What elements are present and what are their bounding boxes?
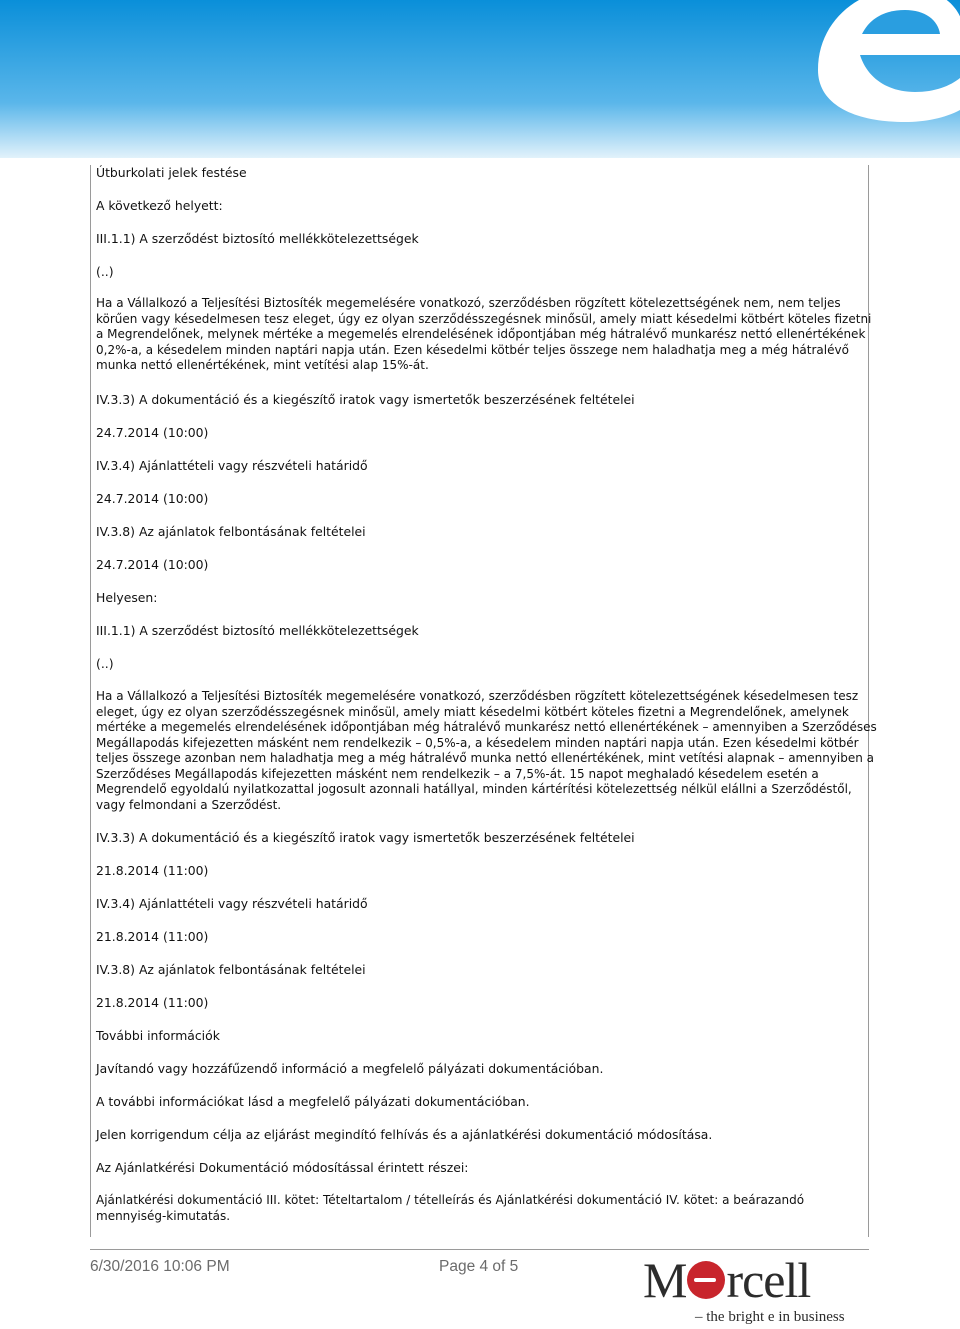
paragraph-line: eleget, úgy ez olyan szerződésszegésnek minősül, amely miatt késedelmi kötbért köteles fizetni a Megrendelőnek, amelynek [96,704,849,719]
old-text-label: A következő helyett: [96,198,223,213]
footer-timestamp: 6/30/2016 10:06 PM [90,1258,230,1275]
old-section-title: III.1.1) A szerződést biztosító mellékkötelezettségek [96,231,419,246]
info-line-2: A további információkat lásd a megfelelő pályázati dokumentációban. [96,1094,530,1109]
info-line-5 [96,1193,866,1224]
footer-divider [90,1249,869,1250]
old-s333-title: IV.3.3) A dokumentáció és a kiegészítő iratok vagy ismertetők beszerzésének feltételei [96,392,635,407]
info-line-3: Jelen korrigendum célja az eljárást megindító felhívás és a ajánlatkérési dokumentáció módosítása. [96,1127,713,1142]
new-s333-date: 21.8.2014 (11:00) [96,863,209,878]
paragraph-line: Ajánlatkérési dokumentáció III. kötet: Tételtartalom / tételleírás és Ajánlatkérési dokumentáció IV. kötet: a beárazandó [96,1193,805,1207]
new-s338-title: IV.3.8) Az ajánlatok felbontásának feltételei [96,962,366,977]
paragraph-line: mértéke a megemelés elrendelésének időpontjában még hátralévő munkarész nettó ellenértékének – amennyiben a Szerződéses [96,720,877,734]
paragraph-line: Ha a Vállalkozó a Teljesítési Biztosíték megemelésére vonatkozó, szerződésben rögzített kötelezettségének nem, nem teljes [96,296,841,310]
paragraph-line: Ha a Vállalkozó a Teljesítési Biztosíték megemelésére vonatkozó, szerződésben rögzített kötelezettségének késedelmesen tesz [96,689,859,703]
paragraph-line: a Megrendelőnek, melynek mértéke a megemelés elrendelésének időpontjában még hátralévő munkarész nettó ellenértékének [96,327,866,341]
logo-wordmark [643,1252,810,1308]
info-line-1: Javítandó vagy hozzáfűzendő információ a megfelelő pályázati dokumentációban. [96,1061,604,1076]
old-s338-date: 24.7.2014 (10:00) [96,557,209,572]
old-ellipsis: (..) [96,264,114,279]
new-s334-title: IV.3.4) Ajánlattételi vagy részvételi határidő [96,896,368,911]
old-s334-date: 24.7.2014 (10:00) [96,491,209,506]
logo-letters-rcell: rcell [726,1252,811,1308]
paragraph-line: mennyiség-kimutatás. [96,1208,231,1223]
paragraph-line: Megrendelő egyoldalú nyilatkozattal jogosult azonnali hatállyal, minden kártérítési kötelezettség nélkül elállni a Szerződéstől, [96,782,852,796]
new-ellipsis: (..) [96,656,114,671]
section-heading: Útburkolati jelek festése [96,165,247,180]
further-info-heading: További információk [96,1028,220,1043]
new-s334-date: 21.8.2014 (11:00) [96,929,209,944]
paragraph-line: munka nettó ellenértékének, mint vetítési alap 15%-át. [96,358,429,372]
old-s333-date: 24.7.2014 (10:00) [96,425,209,440]
paragraph-line: 0,2%-a, a késedelem minden naptári napja után. Ezen késedelmi kötbér teljes összege nem haladhatja meg a még hátralévő [96,342,849,357]
old-s334-title: IV.3.4) Ajánlattételi vagy részvételi határidő [96,458,368,473]
paragraph-line: körűen vagy késedelmesen tesz eleget, úgy ez olyan szerződésszegésnek minősül, amely miatt késedelmi kötbért köteles fizetni [96,311,872,326]
info-line-4: Az Ajánlatkérési Dokumentáció módosítással érintett részei: [96,1160,469,1175]
old-s338-title: IV.3.8) Az ajánlatok felbontásának feltételei [96,524,366,539]
new-s333-title: IV.3.3) A dokumentáció és a kiegészítő iratok vagy ismertetők beszerzésének feltételei [96,830,635,845]
new-section-title: III.1.1) A szerződést biztosító mellékkötelezettségek [96,623,419,638]
footer-page-number: Page 4 of 5 [439,1258,519,1275]
paragraph-line: Megállapodás kifejezetten másként nem rendelkezik – 0,5%-a, a késedelem minden naptári napja után. Ezen késedelmi kötbér [96,735,859,750]
marcell-logo [643,1252,873,1329]
paragraph-line: vagy felmondani a Szerződést. [96,797,282,812]
paragraph-line: Szerződéses Megállapodás kifejezetten másként nem rendelkezik – a 7,5%-át. 15 napot meghaladó késedelem esetén a [96,766,819,781]
new-paragraph [96,689,877,813]
logo-letter-m: M [643,1252,687,1308]
paragraph-line: teljes összege azonban nem haladhatja meg a még hátralévő munka nettó ellenértékének, mint vetítési alapnak – amennyiben a [96,751,875,765]
logo-e-icon [687,1261,725,1299]
header-banner [0,0,960,158]
old-paragraph [96,296,872,374]
logo-tagline: – the bright e in business [695,1309,845,1325]
new-s338-date: 21.8.2014 (11:00) [96,995,209,1010]
new-text-label: Helyesen: [96,590,158,605]
